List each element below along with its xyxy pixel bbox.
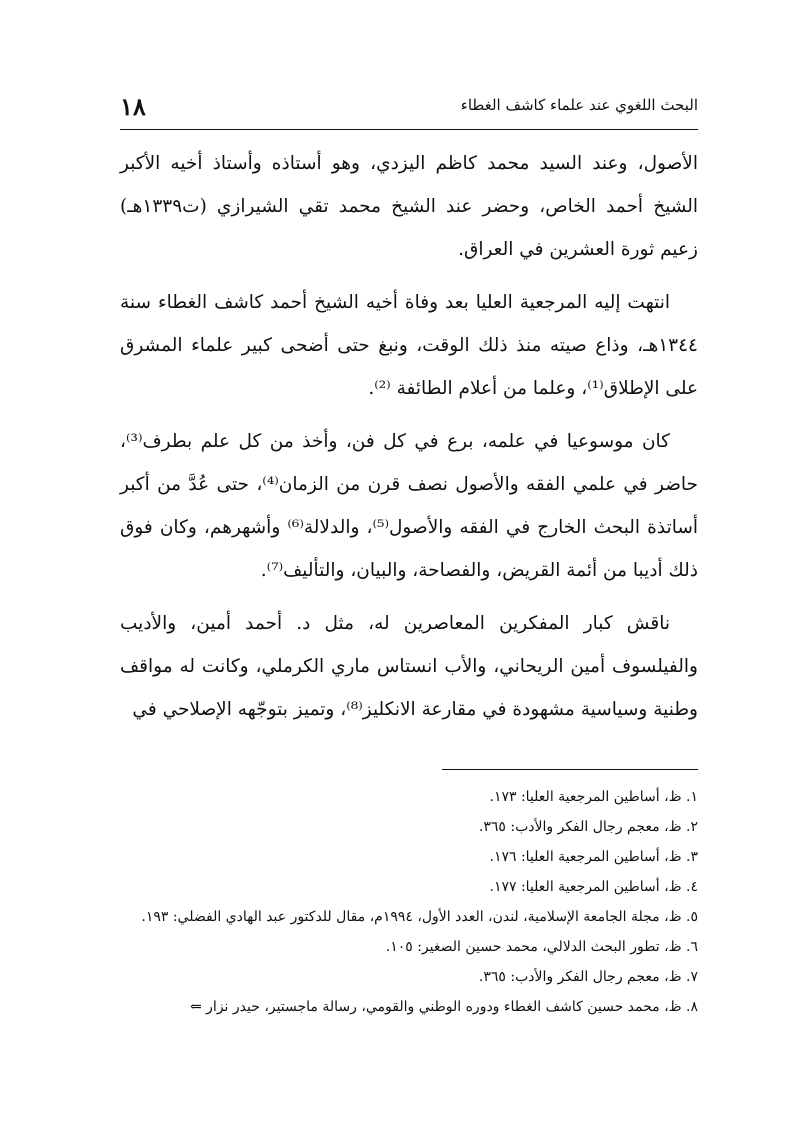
footnote: ٨. ظ، محمد حسين كاشف الغطاء ودوره الوطني والقومي، رسالة ماجستير، حيدر نزار ⇐	[189, 999, 698, 1015]
header-divider	[120, 129, 698, 130]
paragraph: انتهت إليه المرجعية العليا بعد وفاة أخيه الشيخ أحمد كاشف الغطاء سنة ١٣٤٤هـ، وذاع صيته منذ ذلك الوقت، ونبغ حتى أضحى كبير علماء المشرق على الإطلاق⁽¹⁾، وعلما من أعلام الطائفة ⁽²⁾.	[120, 292, 698, 399]
footnote: ٦. ظ، تطور البحث الدلالي، محمد حسين الصغير: ١٠٥.	[385, 939, 698, 955]
running-title: البحث اللغوي عند علماء كاشف الغطاء	[460, 96, 698, 114]
paragraph: كان موسوعيا في علمه، برع في كل فن، وأخذ من كل علم بطرف⁽³⁾، حاضر في علمي الفقه والأصول نصف قرن من الزمان⁽⁴⁾، حتى عُدَّ من أكبر أساتذة البحث الخارج في الفقه والأصول⁽⁵⁾، والدلالة⁽⁶⁾ وأشهرهم، وكان فوق ذلك أديبا من أئمة القريض، والفصاحة، والبيان، والتأليف⁽⁷⁾.	[120, 431, 698, 581]
paragraph: الأصول، وعند السيد محمد كاظم اليزدي، وهو أستاذه وأستاذ أخيه الأكبر الشيخ أحمد الخاص، وحضر عند الشيخ محمد تقي الشيرازي (ت١٣٣٩هـ) زعيم ثورة العشرين في العراق.	[120, 153, 698, 260]
page-number: ١٨	[120, 92, 146, 121]
footnote: ٤. ظ، أساطين المرجعية العليا: ١٧٧.	[489, 879, 698, 895]
footnote: ٣. ظ، أساطين المرجعية العليا: ١٧٦.	[489, 849, 698, 865]
main-text	[120, 142, 698, 741]
footnote: ١. ظ، أساطين المرجعية العليا: ١٧٣.	[489, 789, 698, 805]
paragraph: ناقش كبار المفكرين المعاصرين له، مثل د. أحمد أمين، والأديب والفيلسوف أمين الريحاني، والأب انستاس ماري الكرملي، وكانت له مواقف وطنية وسياسية مشهودة في مقارعة الانكليز⁽⁸⁾، وتميز بتوجّهه الإصلاحي في	[120, 613, 698, 720]
footnote: ٧. ظ، معجم رجال الفكر والأدب: ٣٦٥.	[478, 969, 698, 985]
footnote-divider	[442, 769, 698, 770]
footnote: ٢. ظ، معجم رجال الفكر والأدب: ٣٦٥.	[478, 819, 698, 835]
page-header	[120, 92, 698, 128]
footnotes	[120, 782, 698, 1022]
footnote: ٥. ظ، مجلة الجامعة الإسلامية، لندن، العدد الأول، ١٩٩٤م، مقال للدكتور عبد الهادي الفضلي: ١٩٣.	[141, 909, 698, 925]
